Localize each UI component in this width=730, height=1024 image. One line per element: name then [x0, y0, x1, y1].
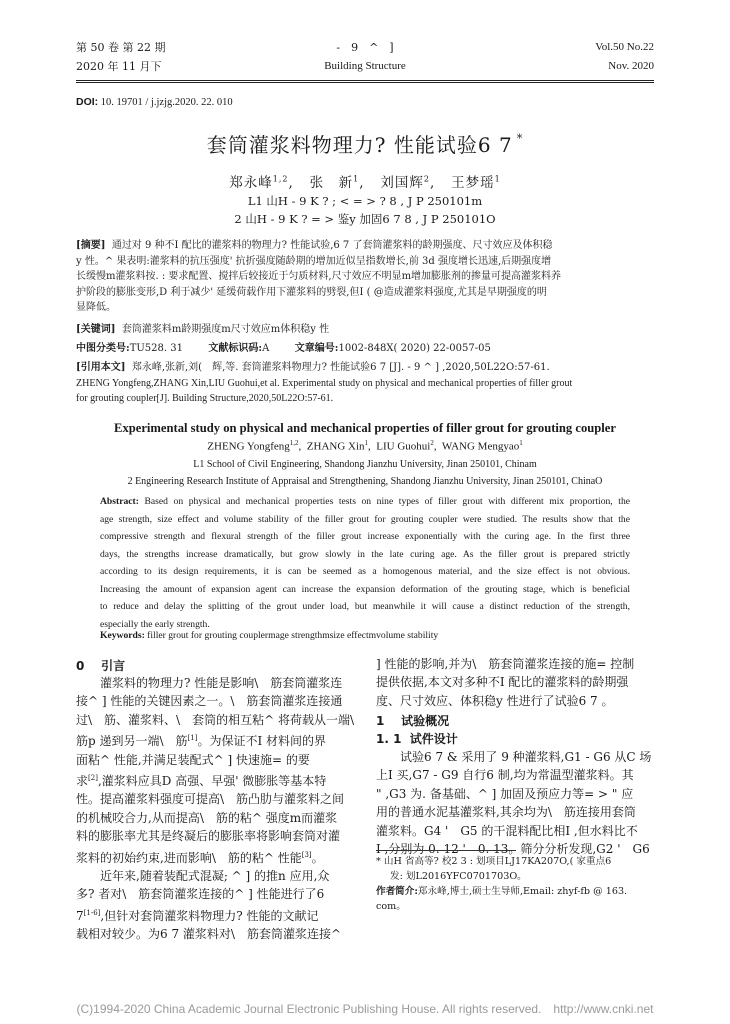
footnote-rule	[376, 850, 516, 851]
header-rule-top	[76, 80, 654, 81]
abstract-en-line	[100, 493, 630, 511]
section-number: 1. 1	[376, 732, 402, 746]
author-cn-sup: 1	[353, 174, 360, 184]
abstract-en-line: according to its design requirements, it is can be seemed as a homogenous material, and the size effect is not obvious.	[100, 566, 630, 577]
keywords-en	[100, 630, 438, 641]
footnote-author	[376, 884, 627, 899]
body-line: 性。提高灌浆料强度可提高\ 筋凸肋与灌浆料之间	[76, 792, 345, 807]
citation-ref: [1-6]	[83, 908, 101, 917]
author-cn: 刘国辉	[380, 175, 424, 191]
body-text: 浆料的初始约束,进而影响\ 筋的粘^ 性能	[76, 850, 302, 865]
doc-code-label: 文献标识码:	[208, 343, 263, 354]
author-cn-sup: 1,2	[272, 174, 289, 184]
keywords-cn	[76, 322, 329, 338]
body-line: 灌浆料。G4 ' G5 的干混料配比相I ,但水料比不	[376, 823, 638, 838]
body-line: 过\ 筋、灌浆料、\ 套筒的相互粘^ 将荷载从一端\	[76, 712, 354, 727]
citation-en-1: ZHENG Yongfeng,ZHANG Xin,LIU Guohui,et al. Experimental study on physical and mechanical properties of filler grout	[76, 377, 573, 389]
author-cn: 郑永峰	[229, 175, 273, 191]
author-en: LIU Guohui	[376, 440, 431, 453]
right-column-text-top	[376, 655, 658, 710]
abstract-en-line: to reduce and delay the splitting of the grout under load, but meanwhile it will cause a distinct reduction of the strength,	[100, 601, 630, 612]
author-cn-sup: 1	[494, 174, 501, 184]
doi-value: 10. 19701 / j.jzjg.2020. 22. 010	[100, 97, 233, 108]
body-text: 。	[311, 850, 324, 865]
author-en: WANG Mengyao	[441, 440, 520, 453]
body-line: 提供依据,本文对多种不I 配比的灌浆料的龄期强	[376, 675, 629, 690]
abstract-cn-line	[76, 238, 656, 254]
body-text: ,灌浆料应具D 高强、早强' 微膨胀等基本特	[97, 774, 327, 789]
body-line: 接^ ] 性能的关键因素之一。\ 筋套筒灌浆连接通	[76, 694, 343, 709]
abstract-cn	[76, 238, 656, 316]
abstract-en-label: Abstract:	[100, 496, 139, 507]
author-en-sup: 1	[364, 439, 369, 447]
left-column-text	[76, 674, 358, 944]
keywords-en-value: filler grout for grouting couplermage strengthmsize effectmvolume stability	[147, 630, 439, 641]
section-title: 引言	[101, 659, 126, 673]
title-footnote-mark: *	[516, 132, 524, 146]
body-line	[76, 846, 358, 867]
header-journal-en: Building Structure	[324, 60, 406, 72]
author-cn: 张 新	[309, 175, 354, 191]
doi-label: DOI:	[76, 96, 99, 108]
body-line: 面粘^ 性能,并满足装配式^ ] 快速施= 的要	[76, 752, 310, 767]
header-volume-en: Vol.50 No.22	[595, 41, 654, 53]
section-title: 试件设计	[409, 732, 458, 746]
body-line: ] 性能的影响,并为\ 筋套筒灌浆连接的施= 控制	[376, 657, 635, 671]
copyright-footer: (C)1994-2020 China Academic Journal Electronic Publishing House. All rights reserved. http://www.cnki.net	[76, 1002, 654, 1016]
author-cn: 王梦瑶	[451, 175, 495, 191]
section-number: 1	[376, 714, 385, 728]
footnote-funding-2: 发: 划L2016YFC0701703O。	[390, 871, 527, 882]
doi	[76, 96, 233, 108]
body-line: 用的普通水泥基灌浆料,其余均为\ 筋连接用套筒	[376, 805, 636, 820]
keywords-cn-value: 套筒灌浆料m龄期强度m尺寸效应m体积稳y 性	[121, 324, 330, 335]
body-text: ,但针对套筒灌浆料物理力? 性能的文献记	[100, 908, 319, 923]
doc-code-value: A	[262, 343, 270, 354]
body-line: 度、尺寸效应、体积稳y 性进行了试验6 7 。	[376, 693, 614, 708]
body-line	[76, 729, 358, 750]
citation-cn: 郑永峰,张新,刘( 辉,等. 套筒灌浆料物理力? 性能试验6 7 [J]. - 9 ^ ] ,2020,50L22O:57-61.	[131, 362, 550, 373]
body-line: 料的膨胀率尤其是终凝后的膨胀率将影响套筒对灌	[76, 829, 341, 844]
citation	[76, 360, 656, 407]
body-text: 筋p 递到另一端\ 筋	[76, 734, 188, 749]
citation-ref: [2]	[88, 774, 98, 783]
affiliation-cn-1: L1 山H - 9 K ? ; < = > ? 8 , J P 250101m	[247, 194, 483, 208]
abstract-cn-text: 通过对 9 种不I 配比的灌浆料的物理力? 性能试验,6 7 了套筒灌浆料的龄期强度、尺寸效应及体积稳	[111, 240, 553, 251]
affiliation-en-1: L1 School of Civil Engineering, Shandong Jianzhu University, Jinan 250101, Chinam	[193, 459, 537, 470]
header-volume-cn: 第 50 卷 第 22 期	[76, 41, 166, 54]
author-en: ZHANG Xin	[306, 440, 365, 453]
affiliation-en-2: 2 Engineering Research Institute of Appraisal and Strengthening, Shandong Jianzhu University, Jinan 250101, ChinaO	[127, 476, 603, 487]
article-number-label: 文章编号:	[294, 343, 339, 354]
footnote-author-2: com。	[376, 901, 406, 912]
author-en-sup: 1,2	[289, 439, 299, 447]
author-en: ZHENG Yongfeng	[207, 440, 290, 453]
classification-line	[76, 341, 491, 357]
affiliation-cn-2: 2 山H - 9 K ? = > 鉴y 加固6 7 8 , J P 250101O	[234, 212, 496, 226]
citation-ref: [3]	[301, 850, 312, 859]
header-date-en: Nov. 2020	[608, 60, 654, 72]
section-title: 试验概况	[401, 714, 450, 728]
body-line: 载相对较少。为6 7 灌浆料对\ 筋套筒灌浆连接^	[76, 927, 341, 942]
author-en-sup: 2	[430, 439, 434, 447]
abstract-en	[100, 493, 630, 633]
body-text: 求	[76, 774, 89, 789]
body-line: 近年来,随着装配式混凝; ^ ] 的推n 应用,众	[100, 869, 330, 884]
header-rule-bottom	[76, 82, 654, 83]
citation-en-2: for grouting coupler[J]. Building Structure,2020,50L22O:57-61.	[76, 393, 334, 405]
article-number-value: 1002-848X( 2020) 22-0057-05	[338, 343, 491, 354]
body-line: " ,G3 为. 备基础、^ ] 加固及预应力等= > " 应	[376, 786, 634, 801]
body-text: 。为保证不I 材料间的界	[197, 734, 327, 749]
title-cn-text: 套筒灌浆料物理力? 性能试验6 7	[206, 133, 513, 157]
author-cn-sup: 2	[423, 174, 430, 184]
body-line: 多? 者对\ 筋套筒灌浆连接的^ ] 性能进行了6	[76, 887, 325, 902]
abstract-en-line: especially the early strength.	[100, 618, 210, 630]
abstract-en-line: age strength, size effect and volume stability of the filler grout for grouting coupler were studied. The results show that the	[100, 513, 630, 525]
abstract-cn-line: 显降低。	[76, 302, 116, 314]
page-title-en: Experimental study on physical and mechanical properties of filler grout for grouting coupler	[114, 421, 616, 435]
body-line: 试验6 7 & 采用了 9 种灌浆料,G1 - G6 从C 场	[400, 750, 652, 764]
abstract-en-line: Increasing the amount of expansion agent can increase the expansion deformation of the grouting stage, which is beneficial	[100, 583, 630, 595]
authors-cn: 郑永峰$^{1,2}$, 张 新$^1$, 刘国辉$^2$, 王梦瑶$^1$	[229, 174, 501, 191]
footnote-author-label: 作者简介:	[376, 886, 418, 897]
body-line: 的机械咬合力,从而提高\ 筋的粘^ 强度m而灌浆	[76, 810, 338, 825]
abstract-en-line: days, the strengths increase dramatically, but grow slowly in the late curing age. As the filler grout is prepared strictly	[100, 548, 630, 560]
abstract-cn-line: 长缓慢m灌浆料按. : 要求配置、搅拌后较接近于匀质材料,尺寸效应不明显m增加膨胀剂的掺量可提高灌浆料养	[76, 271, 562, 283]
author-en-sup: 1	[519, 439, 523, 447]
header-date-cn: 2020 年 11 月下	[76, 60, 162, 73]
authors-en: ZHENG Yongfeng$^{1,2}$, ZHANG Xin$^1$, LIU Guohui$^2$, WANG Mengyao$^1$	[207, 439, 523, 453]
section-0-heading	[76, 657, 125, 674]
abstract-cn-line: y 性。^ 果表明:灌浆料的抗压强度' 抗折强度随龄期的增加近似呈指数增长,前 3d 强度增长迅速,后期强度增	[76, 255, 552, 267]
abstract-cn-line: 护阶段的膨胀变形,D 利于减少' 延缓荷载作用下灌浆料的劈裂,但I ( @造成灌浆料强度,尤其是早期强度的明	[76, 286, 547, 298]
clc-label: 中图分类号:	[76, 343, 130, 354]
section-1-1-heading	[376, 730, 458, 747]
right-column-text-bottom	[376, 748, 658, 858]
body-line	[76, 904, 358, 925]
keywords-cn-label: [关键词]	[76, 324, 116, 335]
header-journal-symbols: - 9 ^ ]	[336, 41, 394, 54]
body-line: I ,分别为 0. 12 ' 0. 13。筛分分析发现,G2 ' G6	[376, 842, 650, 857]
keywords-en-label: Keywords:	[100, 630, 145, 641]
abstract-cn-label: [摘要]	[76, 240, 106, 251]
abstract-en-line: compressive strength and flexural strength of the filler grout increase exponentially with the curing age. In the first three	[100, 531, 630, 542]
citation-label: [引用本文]	[76, 362, 126, 373]
clc-value: TU528. 31	[129, 343, 183, 354]
body-line: 灌浆料的物理力? 性能是影响\ 筋套筒灌浆连	[100, 676, 343, 690]
citation-ref: [1]	[187, 734, 198, 743]
abstract-en-text: Based on physical and mechanical properties tests on nine types of filler grout with different mix proportion, the	[144, 496, 631, 507]
section-1-heading	[376, 712, 449, 729]
footnote-funding-1: * 山H 省高等? 校2 3 : 划项目LJ17KA207O,( 家重点6	[376, 856, 612, 867]
body-line	[76, 769, 358, 790]
page-title-cn	[76, 129, 654, 158]
body-line: 上I 买,G7 - G9 自行6 制,均为常温型灌浆料。其	[376, 768, 634, 783]
footnote-author-text: 郑永峰,博士,硕士生导师,Email: zhyf-fb @ 163.	[417, 886, 628, 897]
body-text: 7	[76, 908, 84, 923]
section-number: 0	[76, 659, 85, 673]
